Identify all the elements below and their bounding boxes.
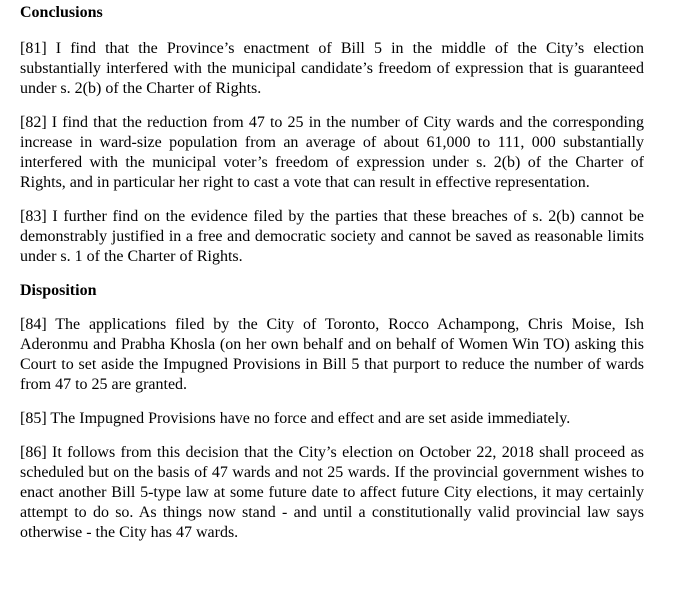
paragraph-85: [85] The Impugned Provisions have no force and effect and are set aside immediately. [20,410,571,427]
paragraph-86: [86] It follows from this decision that the City’s election on October 22, 2018 shall proceed as scheduled but on the basis of 47 wards and not 25 wards. If the provincial government wishes to enact another Bill 5-type law at some future date to affect future City elections, it may certainly attempt to do so. As things now stand - and until a constitutionally valid provincial law says otherwise - the City has 47 wards. [20,444,644,541]
heading-disposition: Disposition [20,282,97,299]
paragraph-83: [83] I further find on the evidence filed by the parties that these breaches of s. 2(b) cannot be demonstrably justified in a free and democratic society and cannot be saved as reasonable limits under s. 1 of the Charter of Rights. [20,208,644,265]
paragraph-82: [82] I find that the reduction from 47 to 25 in the number of City wards and the corresponding increase in ward-size population from an average of about 61,000 to 111, 000 substantially interfered with the municipal voter’s freedom of expression under s. 2(b) of the Charter of Rights, and in particular her right to cast a vote that can result in effective representation. [20,114,644,191]
paragraph-84: [84] The applications filed by the City of Toronto, Rocco Achampong, Chris Moise, Ish Aderonmu and Prabha Khosla (on her own behalf and on behalf of Women Win TO) asking this Court to set aside the Impugned Provisions in Bill 5 that purport to reduce the number of wards from 47 to 25 are granted. [20,316,644,393]
paragraph-81: [81] I find that the Province’s enactment of Bill 5 in the middle of the City’s election substantially interfered with the municipal candidate’s freedom of expression that is guaranteed under s. 2(b) of the Charter of Rights. [20,40,644,97]
document-page [20,0,644,543]
heading-conclusions: Conclusions [20,4,103,21]
